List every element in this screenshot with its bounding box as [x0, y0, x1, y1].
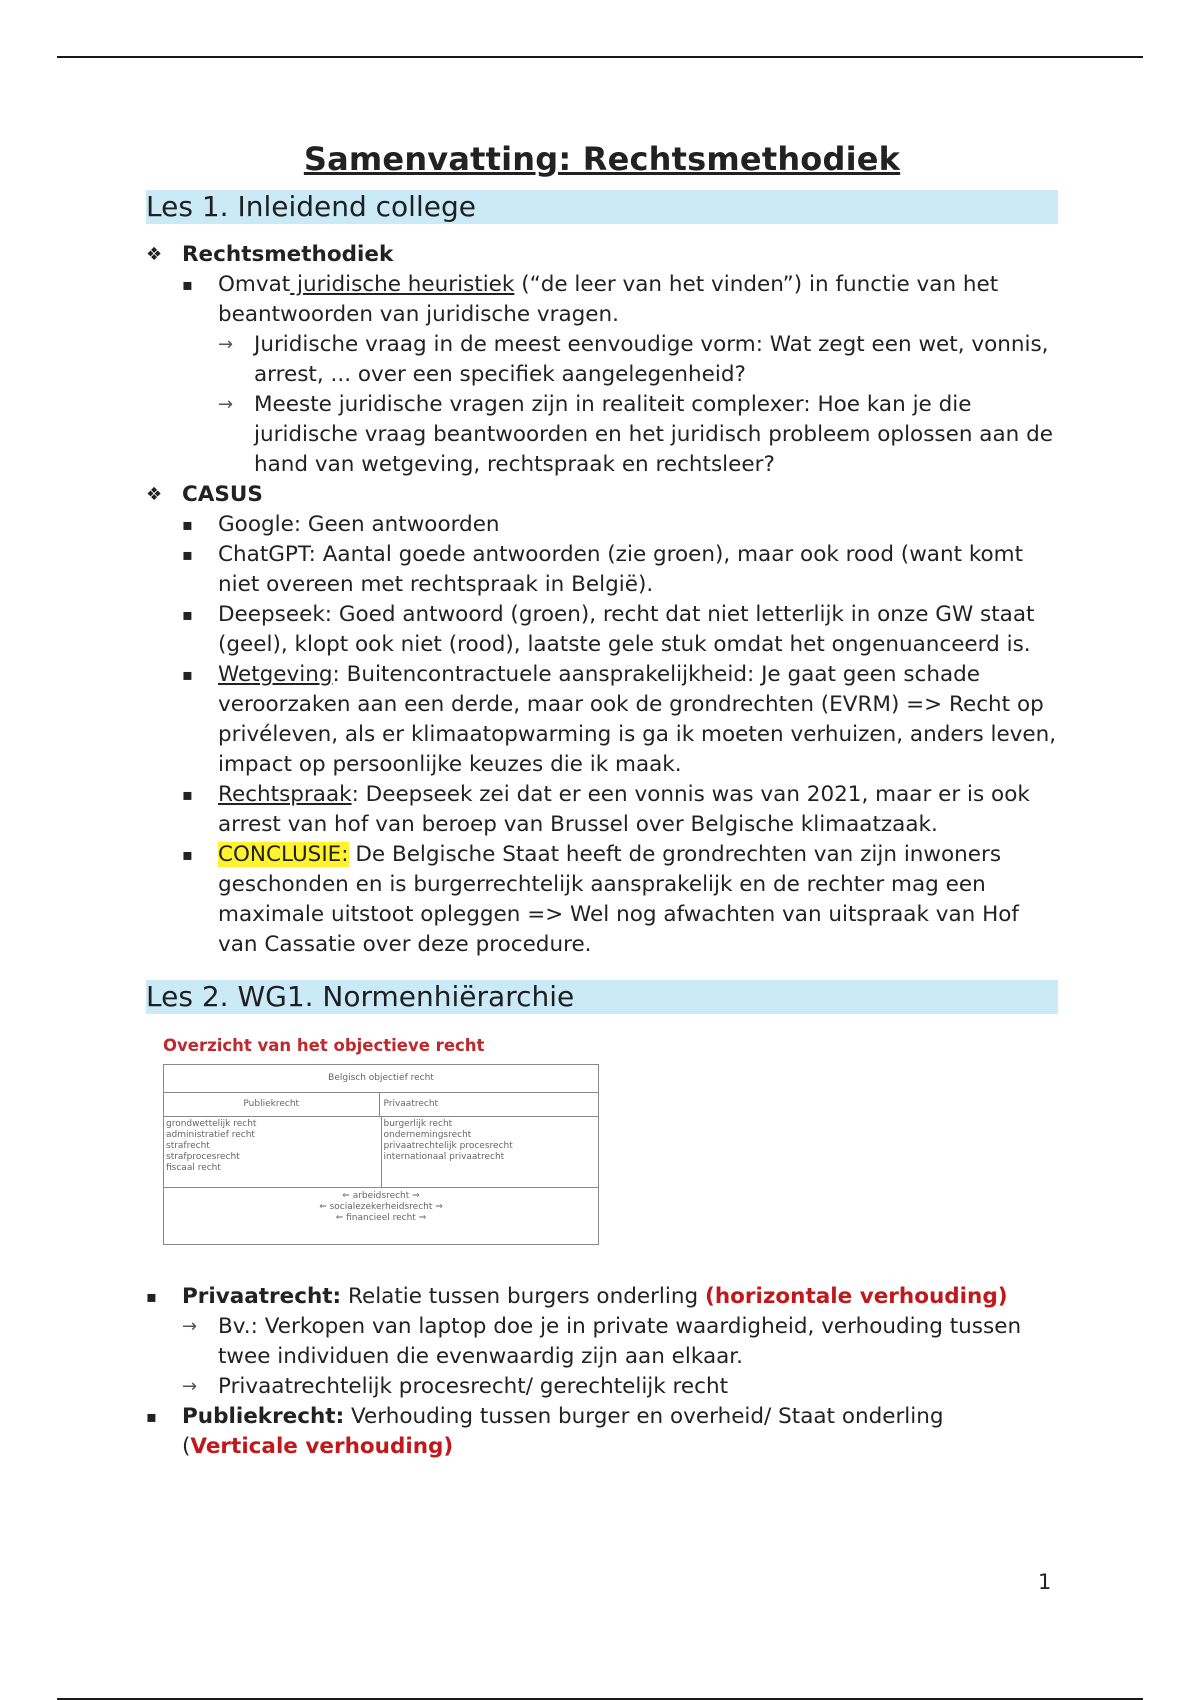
arrow-bullet-icon: →	[218, 334, 234, 355]
list-item: ▪ CONCLUSIE: De Belgische Staat heeft de grondrechten van zijn inwoners geschonden en is burgerrechtelijk aansprakelijk en de rechter mag een maximale uitstoot opleggen => Wel nog afwachten van uitspraak van Hof van Cassatie over deze procedure.	[182, 842, 1020, 957]
square-bullet-icon: ▪	[146, 1407, 157, 1426]
figure-title: Overzicht van het objectieve recht	[163, 1036, 485, 1055]
list-item: → Bv.: Verkopen van laptop doe je in private waardigheid, verhouding tussen twee individuen die evenwaardig zijn aan elkaar.	[182, 1314, 1022, 1369]
list-item: ▪ Deepseek: Goed antwoord (groen), recht dat niet letterlijk in onze GW staat (geel), klopt ook niet (rood), laatste gele stuk omdat het ongenuanceerd is.	[182, 602, 1035, 657]
list-item: → Juridische vraag in de meest eenvoudige vorm: Wat zegt een wet, vonnis, arrest, ... over een specifiek aangelegenheid?	[218, 332, 1049, 387]
square-bullet-icon: ▪	[182, 515, 193, 534]
figure-header: Belgisch objectief recht	[164, 1065, 598, 1093]
list-item: ▪ Google: Geen antwoorden	[182, 510, 1058, 540]
top-rule	[57, 56, 1143, 58]
list-item-rechtsmethodiek	[146, 240, 1058, 480]
square-bullet-icon: ▪	[182, 845, 193, 864]
figure-right-head: Privaatrecht	[383, 1099, 439, 1109]
list-item: → Meeste juridische vragen zijn in realiteit complexer: Hoe kan je die juridische vraag beantwoorden en het juridisch probleem oplossen aan de hand van wetgeving, rechtspraak en rechtsleer?	[218, 392, 1053, 477]
list-item-publiekrecht: ▪ Publiekrecht: Verhouding tussen burger en overheid/ Staat onderling (Verticale verhouding)	[146, 1404, 944, 1459]
square-bullet-icon: ▪	[146, 1287, 157, 1306]
square-bullet-icon: ▪	[182, 605, 193, 624]
list-item: ▪ Wetgeving: Buitencontractuele aansprakelijkheid: Je gaat geen schade veroorzaken aan een derde, maar ook de grondrechten (EVRM) => Recht op privéleven, als er klimaatopwarming is ga ik moeten verhuizen, anders leven, impact op persoonlijke keuzes die ik maak.	[182, 662, 1057, 777]
figure-bottom-list: ⇐ arbeidsrecht ⇒ ⇐ socialezekerheidsrecht ⇒ ⇐ financieel recht ⇒	[319, 1191, 443, 1223]
square-bullet-icon: ▪	[182, 545, 193, 564]
list-item: ▪ Rechtspraak: Deepseek zei dat er een vonnis was van 2021, maar er is ook arrest van hof van beroep van Brussel over Belgische klimaatzaak.	[182, 782, 1030, 837]
figure-table	[163, 1064, 599, 1245]
page-number: 1	[1038, 1570, 1052, 1594]
figure-left-list: grondwettelijk recht administratief recht strafrecht strafprocesrecht fiscaal recht	[164, 1117, 382, 1187]
item-label: CASUS	[182, 482, 263, 507]
square-bullet-icon: ▪	[182, 785, 193, 804]
list-item: → Privaatrechtelijk procesrecht/ gerechtelijk recht	[182, 1372, 1058, 1402]
list-item-privaatrecht: ▪ Privaatrecht: Relatie tussen burgers onderling (horizontale verhouding) → Bv.: Verkopen van laptop doe je in private waardigheid, verhouding tussen twee individuen die evenwaardig zijn aan elkaar. → Privaatrechtelijk procesrecht/ gerechtelijk recht	[146, 1282, 1058, 1402]
square-bullet-icon: ▪	[182, 665, 193, 684]
section-heading-les2: Les 2. WG1. Normenhiërarchie	[146, 980, 1058, 1014]
arrow-bullet-icon: →	[182, 1316, 198, 1337]
figure-left-head: Publiekrecht	[164, 1093, 380, 1116]
section-heading-les1: Les 1. Inleidend college	[146, 190, 1058, 224]
les1-list	[146, 240, 1058, 960]
diamond-bullet-icon: ❖	[146, 244, 163, 265]
highlighted-conclusie: CONCLUSIE:	[218, 842, 349, 867]
list-item-casus	[146, 480, 1058, 960]
arrow-bullet-icon: →	[218, 394, 234, 415]
square-bullet-icon: ▪	[182, 275, 193, 294]
list-item: ▪ ChatGPT: Aantal goede antwoorden (zie groen), maar ook rood (want komt niet overeen met rechtspraak in België).	[182, 542, 1024, 597]
overview-figure	[163, 1036, 603, 1254]
les2-list	[146, 1282, 1058, 1462]
figure-right-list: burgerlijk recht ondernemingsrecht privaatrechtelijk procesrecht internationaal privaatrecht	[383, 1119, 513, 1162]
diamond-bullet-icon: ❖	[146, 484, 163, 505]
item-label: Rechtsmethodiek	[182, 242, 394, 267]
arrow-bullet-icon: →	[182, 1376, 198, 1397]
document-body	[146, 140, 1058, 1462]
page-title: Samenvatting: Rechtsmethodiek	[303, 140, 901, 178]
list-item: ▪ Omvat juridische heuristiek (“de leer van het vinden”) in functie van het beantwoorden van juridische vragen. → Juridische vraag in de meest eenvoudige vorm: Wat zegt een wet, vonnis, arrest, ... over een specifiek aangelegenheid? → Meeste juridische vragen zijn in realiteit complexer: Hoe kan je die juridische vraag beantwoorden en het juridisch probleem oplossen aan de hand van wetgeving, rechtspraak en rechtsleer?	[182, 270, 1058, 480]
